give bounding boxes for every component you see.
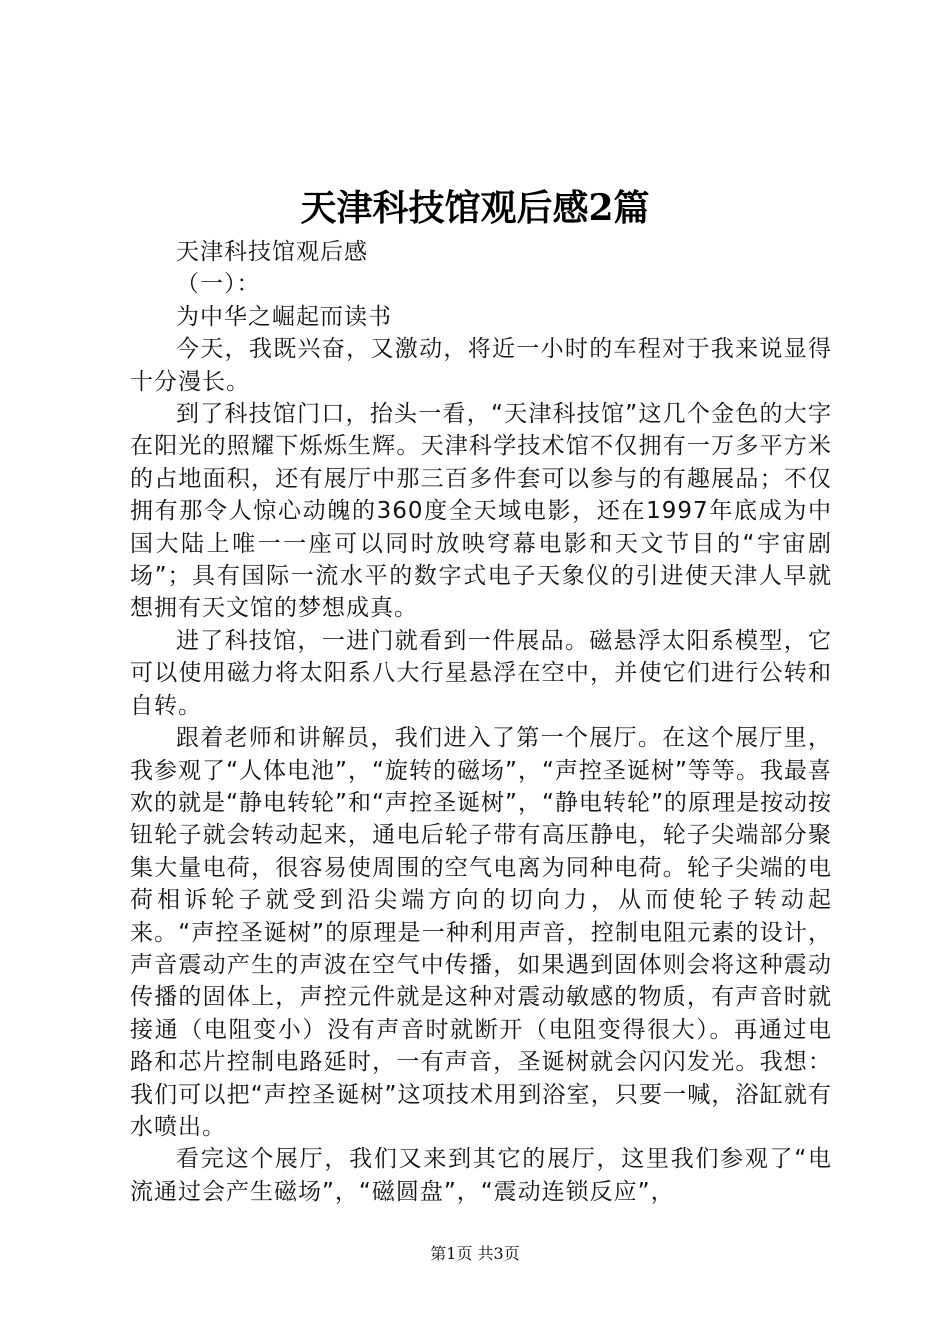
page-footer: 第1页 共3页 (430, 1244, 520, 1263)
paragraph: 跟着老师和讲解员，我们进入了第一个展厅。在这个展厅里，我参观了“人体电池”，“旋转的磁场”，“声控圣诞树”等等。我最喜欢的就是“静电转轮”和“声控圣诞树”，“静电转轮”的原理是按动按钮轮子就会转动起来，通电后轮子带有高压静电，轮子尖端部分聚集大量电荷，很容易使周围的空气电离为同种电荷。轮子尖端的电荷相诉轮子就受到沿尖端方向的切向力，从而使轮子转动起来。“声控圣诞树”的原理是一种利用声音，控制电阻元素的设计，声音震动产生的声波在空气中传播，如果遇到固体则会将这种震动传播的固体上，声控元件就是这种对震动敏感的物质，有声音时就接通（电阻变小）没有声音时就断开（电阻变得很大）。再通过电路和芯片控制电路延时，一有声音，圣诞树就会闪闪发光。我想：我们可以把“声控圣诞树”这项技术用到浴室，只要一喊，浴缸就有水喷出。 (130, 725, 832, 1140)
document-title: 天津科技馆观后感2篇 (300, 187, 650, 229)
document-body (130, 236, 832, 1208)
paragraph: 今天，我既兴奋，又激动，将近一小时的车程对于我来说显得十分漫长。 (130, 336, 832, 395)
paragraph: 天津科技馆观后感 (176, 239, 368, 265)
paragraph: 进了科技馆，一进门就看到一件展品。磁悬浮太阳系模型，它可以使用磁力将太阳系八大行星悬浮在空中，并使它们进行公转和自转。 (130, 627, 832, 719)
paragraph: 到了科技馆门口，抬头一看，“天津科技馆”这几个金色的大字在阳光的照耀下烁烁生辉。天津科学技术馆不仅拥有一万多平方米的占地面积，还有展厅中那三百多件套可以参与的有趣展品；不仅拥有那令人惊心动魄的360度全天域电影，还在1997年底成为中国大陆上唯一一座可以同时放映穹幕电影和天文节目的“宇宙剧场”；具有国际一流水平的数字式电子天象仪的引进使天津人早就想拥有天文馆的梦想成真。 (130, 401, 832, 622)
paragraph: 看完这个展厅，我们又来到其它的展厅，这里我们参观了“电流通过会产生磁场”，“磁圆盘”，“震动连锁反应”， (130, 1146, 832, 1205)
paragraph: （一）： (176, 271, 261, 298)
paragraph: 为中华之崛起而读书 (176, 303, 392, 330)
